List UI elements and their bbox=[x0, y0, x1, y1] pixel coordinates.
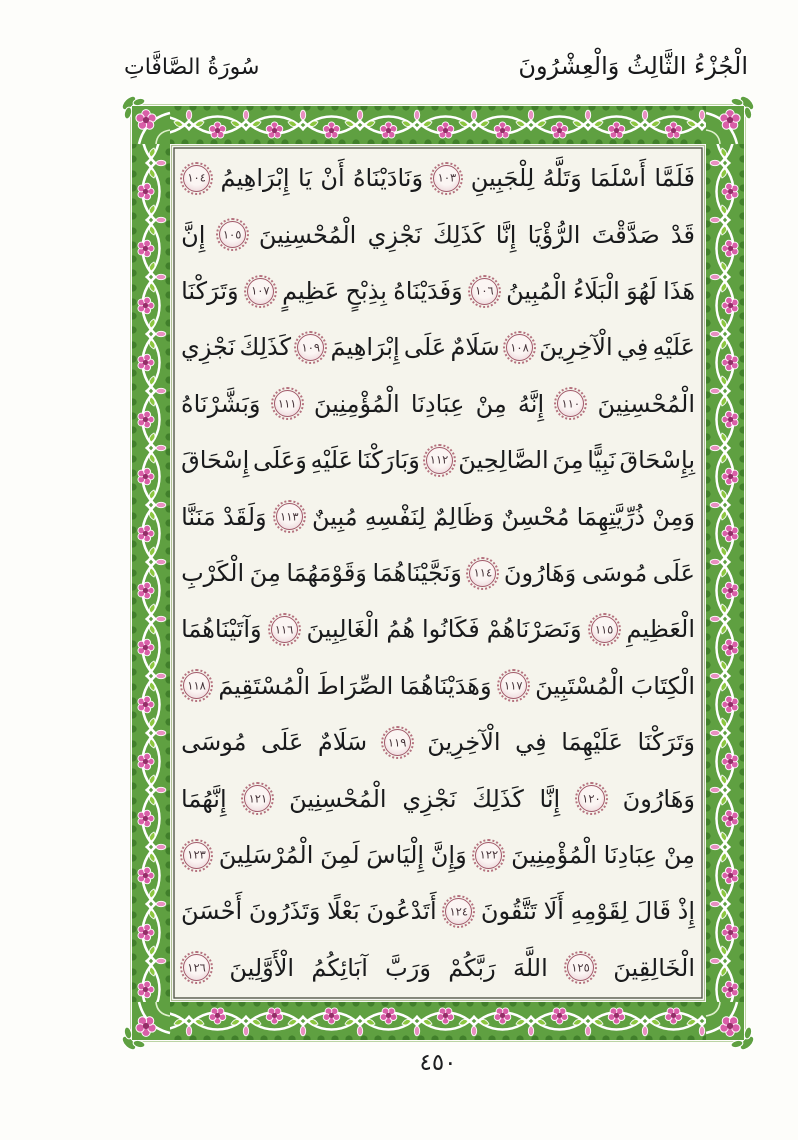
quran-word: وَقَوْمَهُمَا bbox=[286, 559, 367, 588]
page-number: ٤٥٠ bbox=[419, 1050, 457, 1076]
quran-word: نَجْزِي bbox=[367, 220, 422, 249]
ayah-number: ١٠٣ bbox=[437, 170, 457, 185]
ayah-end-marker-icon bbox=[475, 842, 502, 869]
quran-word: فِي bbox=[515, 728, 547, 757]
quran-word: إِنَّا bbox=[495, 220, 517, 249]
border-bottom-band bbox=[170, 1002, 706, 1040]
quran-word: أَسْلَمَا bbox=[590, 164, 647, 193]
quran-word: بِذِبْحٍ bbox=[345, 277, 387, 306]
quran-word: نَجْزِي bbox=[402, 784, 457, 813]
quran-word: مِنْ bbox=[663, 841, 695, 870]
quran-word: عَلَيْهِ bbox=[652, 333, 695, 362]
quran-line bbox=[176, 827, 700, 883]
quran-word: إِلْيَاسَ bbox=[366, 841, 425, 870]
quran-word: أَتَدْعُونَ bbox=[366, 897, 437, 926]
quran-word: عَلَى bbox=[652, 559, 695, 588]
quran-word: وَعَلَى bbox=[253, 446, 307, 475]
quran-line bbox=[176, 319, 700, 375]
ayah-number: ١٠٩ bbox=[301, 340, 321, 355]
quran-word: الْآخِرِينَ bbox=[539, 333, 613, 362]
ayah-number: ١١١ bbox=[277, 396, 297, 411]
quran-word: آبَائِكُمُ bbox=[311, 953, 368, 982]
quran-word: الْكِتَابَ bbox=[630, 671, 695, 700]
ayah-number: ١٢٤ bbox=[449, 904, 469, 919]
quran-word: كَذَلِكَ bbox=[432, 220, 485, 249]
ayah-end-marker-icon bbox=[433, 165, 460, 192]
ayah-end-marker-icon bbox=[384, 729, 411, 756]
quran-word: إِذْ bbox=[677, 897, 695, 926]
quran-word: وَرَبَّ bbox=[385, 953, 431, 982]
ayah-number: ١١٦ bbox=[274, 622, 294, 637]
quran-word: الصَّالِحِينَ bbox=[458, 446, 549, 475]
ayah-number: ١٠٤ bbox=[187, 170, 206, 185]
quran-word: الْمُسْتَبِينَ bbox=[535, 671, 625, 700]
quran-word: الْأَوَّلِينَ bbox=[229, 953, 295, 982]
quran-word: وَمِنْ bbox=[652, 502, 695, 531]
quran-word: تَتَّقُونَ bbox=[480, 897, 537, 926]
ayah-number: ١٠٨ bbox=[510, 340, 529, 355]
quran-word: بِإِسْحَاقَ bbox=[619, 446, 695, 475]
quran-word: أَلَا bbox=[543, 897, 564, 926]
ayah-end-marker-icon bbox=[426, 447, 453, 474]
ayah-end-marker-icon bbox=[271, 616, 298, 643]
quran-word: الْغَالِبِينَ bbox=[306, 615, 380, 644]
quran-line bbox=[176, 376, 700, 432]
ayah-number: ١١٣ bbox=[280, 509, 299, 524]
ayah-end-marker-icon bbox=[567, 954, 594, 981]
quran-word: مِنَ bbox=[552, 446, 584, 475]
quran-word: الْمُبِينُ bbox=[506, 277, 567, 306]
ayah-end-marker-icon bbox=[276, 503, 303, 530]
quran-word: كَذَلِكَ bbox=[239, 333, 292, 362]
quran-word: وَظَالِمٌ bbox=[432, 502, 495, 531]
quran-word: لَهُوَ bbox=[626, 277, 657, 306]
quran-word: الْمُحْسِنِينَ bbox=[289, 784, 387, 813]
ayah-number: ١٢٠ bbox=[582, 791, 601, 806]
ayah-number: ١١٥ bbox=[594, 622, 614, 637]
quran-word: إِنَّ bbox=[181, 220, 206, 249]
ayah-end-marker-icon bbox=[274, 390, 301, 417]
juz-title: الْجُزْءُ الثَّالِثُ وَالْعِشْرُونَ bbox=[518, 52, 748, 80]
quran-line bbox=[176, 883, 700, 939]
quran-line bbox=[176, 150, 700, 206]
quran-line bbox=[176, 432, 700, 488]
ayah-end-marker-icon bbox=[183, 165, 210, 192]
quran-word: الْخَالِقِينَ bbox=[613, 953, 695, 982]
ayah-number: ١١٧ bbox=[504, 678, 523, 693]
quran-word: اللَّهَ bbox=[512, 953, 548, 982]
surah-title: سُورَةُ الصَّافَّاتِ bbox=[124, 55, 260, 80]
quran-word: وَتَلَّهُ bbox=[542, 164, 582, 193]
quran-word: لِلْجَبِينِ bbox=[470, 164, 535, 193]
quran-word: الْبَلَاءُ bbox=[573, 277, 620, 306]
ayah-end-marker-icon bbox=[297, 334, 324, 361]
ayah-number: ١٢٦ bbox=[187, 960, 206, 975]
quran-word: وَتَرَكْنَا bbox=[637, 728, 695, 757]
ayah-number: ١٠٧ bbox=[251, 283, 270, 298]
quran-word: مُبِينٌ bbox=[311, 502, 358, 531]
quran-word: وَآتَيْنَاهُمَا bbox=[181, 615, 262, 644]
quran-word: الْمُرْسَلِينَ bbox=[218, 841, 314, 870]
quran-word: عَلَيْهِمَا bbox=[561, 728, 623, 757]
ayah-end-marker-icon bbox=[445, 898, 472, 925]
ayah-number: ١٢٣ bbox=[187, 847, 206, 862]
quran-word: قَدْ bbox=[670, 220, 695, 249]
quran-word: أَنْ bbox=[320, 164, 345, 193]
quran-word: الْمُحْسِنِينَ bbox=[597, 389, 695, 418]
quran-word: سَلَامٌ bbox=[317, 728, 368, 757]
corner-flower-icon-bottom-right bbox=[706, 1002, 756, 1052]
quran-word: رَبَّكُمْ bbox=[448, 953, 496, 982]
quran-word: عِبَادِنَا bbox=[410, 389, 465, 418]
ayah-end-marker-icon bbox=[591, 616, 618, 643]
quran-word: هُمُ bbox=[386, 615, 416, 644]
quran-word: وَفَدَيْنَاهُ bbox=[393, 277, 463, 306]
quran-word: الصِّرَاطَ bbox=[316, 671, 394, 700]
quran-word: لِقَوْمِهِ bbox=[570, 897, 629, 926]
quran-word: صَدَّقْتَ bbox=[591, 220, 660, 249]
ayah-end-marker-icon bbox=[557, 390, 584, 417]
quran-line bbox=[176, 714, 700, 770]
quran-word: وَإِنَّ bbox=[430, 841, 467, 870]
quran-word: عَظِيمٍ bbox=[282, 277, 340, 306]
ayah-number: ١١٩ bbox=[387, 735, 407, 750]
quran-word: وَهَارُونَ bbox=[503, 559, 577, 588]
page-header bbox=[124, 52, 748, 80]
quran-word: نَبِيًّا bbox=[587, 446, 616, 475]
ayah-number: ١١٠ bbox=[561, 396, 581, 411]
ayah-end-marker-icon bbox=[469, 560, 496, 587]
quran-word: الرُّؤْيَا bbox=[527, 220, 581, 249]
quran-word: قَالَ bbox=[634, 897, 672, 926]
quran-word: عَلَى bbox=[403, 333, 447, 362]
quran-word: فَلَمَّا bbox=[654, 164, 695, 193]
mushaf-lines bbox=[176, 150, 700, 996]
quran-word: أَحْسَنَ bbox=[181, 897, 243, 926]
quran-word: وَلَقَدْ bbox=[222, 502, 267, 531]
ayah-end-marker-icon bbox=[500, 672, 527, 699]
border-top-band bbox=[170, 106, 706, 144]
quran-word: سَلَامٌ bbox=[450, 333, 500, 362]
quran-line bbox=[176, 770, 700, 826]
quran-word: وَتَرَكْنَا bbox=[181, 277, 239, 306]
quran-word: لَمِنَ bbox=[320, 841, 360, 870]
ayah-number: ١١٢ bbox=[429, 452, 449, 467]
quran-word: مِنْ bbox=[475, 389, 507, 418]
quran-word: الْعَظِيمِ bbox=[626, 615, 695, 644]
quran-word: وَتَذَرُونَ bbox=[248, 897, 321, 926]
quran-word: الْمُحْسِنِينَ bbox=[258, 220, 357, 249]
quran-word: إِنَّهُمَا bbox=[181, 784, 227, 813]
ayah-number: ١٠٥ bbox=[222, 227, 242, 242]
quran-line bbox=[176, 658, 700, 714]
quran-word: فَكَانُوا bbox=[421, 615, 480, 644]
quran-word: عِبَادِنَا bbox=[603, 841, 658, 870]
quran-word: وَبَارَكْنَا bbox=[356, 446, 420, 475]
quran-word: يَا bbox=[297, 164, 312, 193]
quran-word: إِبْرَاهِيمُ bbox=[220, 164, 290, 193]
ayah-end-marker-icon bbox=[183, 954, 210, 981]
quran-word: كَذَلِكَ bbox=[472, 784, 524, 813]
ayah-end-marker-icon bbox=[471, 278, 498, 305]
ayah-number: ١٢١ bbox=[248, 791, 268, 806]
ayah-number: ١٠٦ bbox=[475, 283, 494, 298]
quran-line bbox=[176, 206, 700, 262]
ayah-end-marker-icon bbox=[247, 278, 274, 305]
quran-word: عَلَى bbox=[261, 728, 304, 757]
quran-line bbox=[176, 940, 700, 996]
quran-line bbox=[176, 545, 700, 601]
quran-word: مُوسَى bbox=[181, 728, 247, 757]
ayah-number: ١٢٥ bbox=[571, 960, 590, 975]
quran-word: إِنَّا bbox=[539, 784, 561, 813]
quran-word: وَنَصَرْنَاهُمْ bbox=[486, 615, 582, 644]
quran-word: الْكَرْبِ bbox=[181, 559, 245, 588]
quran-word: إِبْرَاهِيمَ bbox=[330, 333, 400, 362]
quran-word: وَنَجَّيْنَاهُمَا bbox=[372, 559, 462, 588]
ayah-end-marker-icon bbox=[219, 221, 246, 248]
corner-flower-icon-bottom-left bbox=[120, 1002, 170, 1052]
quran-line bbox=[176, 263, 700, 319]
quran-word: وَهَدَيْنَاهُمَا bbox=[399, 671, 492, 700]
ayah-end-marker-icon bbox=[183, 672, 210, 699]
corner-flower-icon-top-right bbox=[706, 94, 756, 144]
quran-word: وَبَشَّرْنَاهُ bbox=[181, 389, 261, 418]
quran-line bbox=[176, 601, 700, 657]
quran-word: مِنَ bbox=[249, 559, 281, 588]
ayah-end-marker-icon bbox=[506, 334, 533, 361]
quran-word: بَعْلًا bbox=[327, 897, 360, 926]
ayah-end-marker-icon bbox=[183, 842, 210, 869]
border-right-band bbox=[706, 144, 744, 1002]
quran-word: مَنَنَّا bbox=[181, 502, 216, 531]
corner-flower-icon-top-left bbox=[120, 94, 170, 144]
quran-word: إِسْحَاقَ bbox=[181, 446, 250, 475]
quran-line bbox=[176, 488, 700, 544]
quran-word: إِنَّهُ bbox=[517, 389, 545, 418]
quran-word: فِي bbox=[616, 333, 649, 362]
ayah-number: ١١٨ bbox=[187, 678, 206, 693]
quran-word: هَذَا bbox=[663, 277, 695, 306]
ayah-end-marker-icon bbox=[244, 785, 271, 812]
quran-word: لِنَفْسِهِ bbox=[364, 502, 426, 531]
ayah-number: ١٢٢ bbox=[479, 847, 499, 862]
quran-word: ذُرِّيَّتِهِمَا bbox=[576, 502, 646, 531]
quran-word: عَلَيْهِ bbox=[310, 446, 353, 475]
ayah-end-marker-icon bbox=[578, 785, 605, 812]
quran-word: وَنَادَيْنَاهُ bbox=[352, 164, 424, 193]
quran-word: مُحْسِنٌ bbox=[501, 502, 570, 531]
border-left-band bbox=[132, 144, 170, 1002]
quran-word: الْمُؤْمِنِينَ bbox=[511, 841, 597, 870]
quran-word: مُوسَى bbox=[581, 559, 648, 588]
quran-word: وَهَارُونَ bbox=[622, 784, 695, 813]
quran-word: الْآخِرِينَ bbox=[427, 728, 501, 757]
quran-word: الْمُؤْمِنِينَ bbox=[313, 389, 400, 418]
quran-word: الْمُسْتَقِيمَ bbox=[218, 671, 311, 700]
quran-word: نَجْزِي bbox=[181, 333, 236, 362]
ayah-number: ١١٤ bbox=[473, 565, 493, 580]
